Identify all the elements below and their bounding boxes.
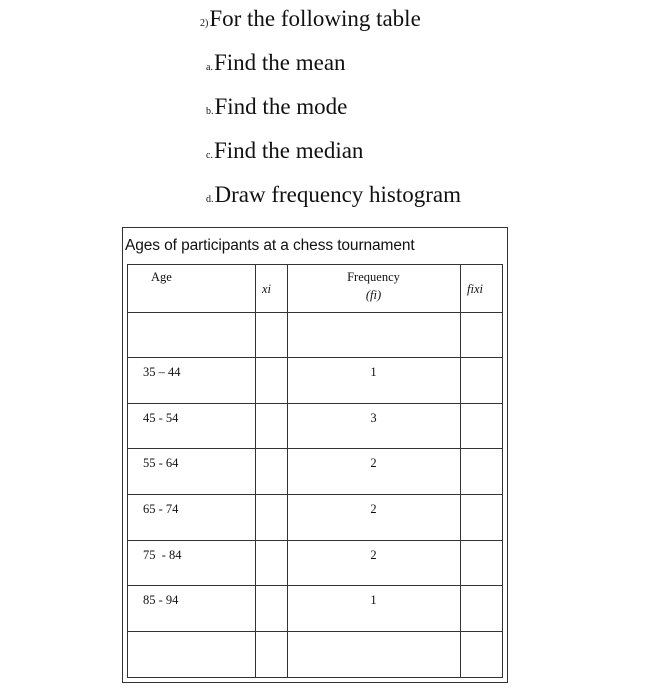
item-text: Find the mode (214, 94, 348, 119)
header-age: Age (151, 270, 172, 284)
item-text: Find the median (213, 138, 364, 163)
item-marker: b. (206, 106, 214, 117)
question-item-d (206, 182, 461, 208)
item-text: Find the mean (213, 50, 346, 75)
row-frequency: 3 (370, 411, 377, 425)
table-grid (127, 264, 503, 678)
question-2 (200, 6, 421, 32)
item-marker: c. (206, 150, 213, 161)
row-age: 35 – 44 (143, 365, 181, 379)
item-marker: a. (206, 62, 213, 73)
row-age: 75 - 84 (143, 548, 182, 562)
item-text: Draw frequency histogram (214, 182, 462, 207)
row-frequency: 2 (370, 548, 377, 562)
question-item-b (206, 94, 347, 120)
row-age: 65 - 74 (143, 502, 179, 516)
question-number: 2) (200, 18, 209, 29)
header-frequency: Frequency (347, 270, 400, 284)
question-item-c (206, 138, 363, 164)
table-caption: Ages of participants at a chess tournament (125, 237, 415, 254)
frequency-table (122, 227, 508, 683)
row-age: 85 - 94 (143, 593, 179, 607)
row-age: 55 - 64 (143, 456, 179, 470)
header-fx: fixi (467, 282, 483, 296)
row-frequency: 1 (370, 365, 377, 379)
row-frequency: 2 (370, 502, 377, 516)
question-item-a (206, 50, 346, 76)
header-xi: xi (262, 282, 272, 296)
row-age: 45 - 54 (143, 411, 179, 425)
question-text: For the following table (209, 6, 421, 31)
header-frequency-symbol: (fi) (365, 288, 382, 302)
row-frequency: 2 (370, 456, 377, 470)
row-frequency: 1 (370, 593, 377, 607)
item-marker: d. (206, 194, 214, 205)
